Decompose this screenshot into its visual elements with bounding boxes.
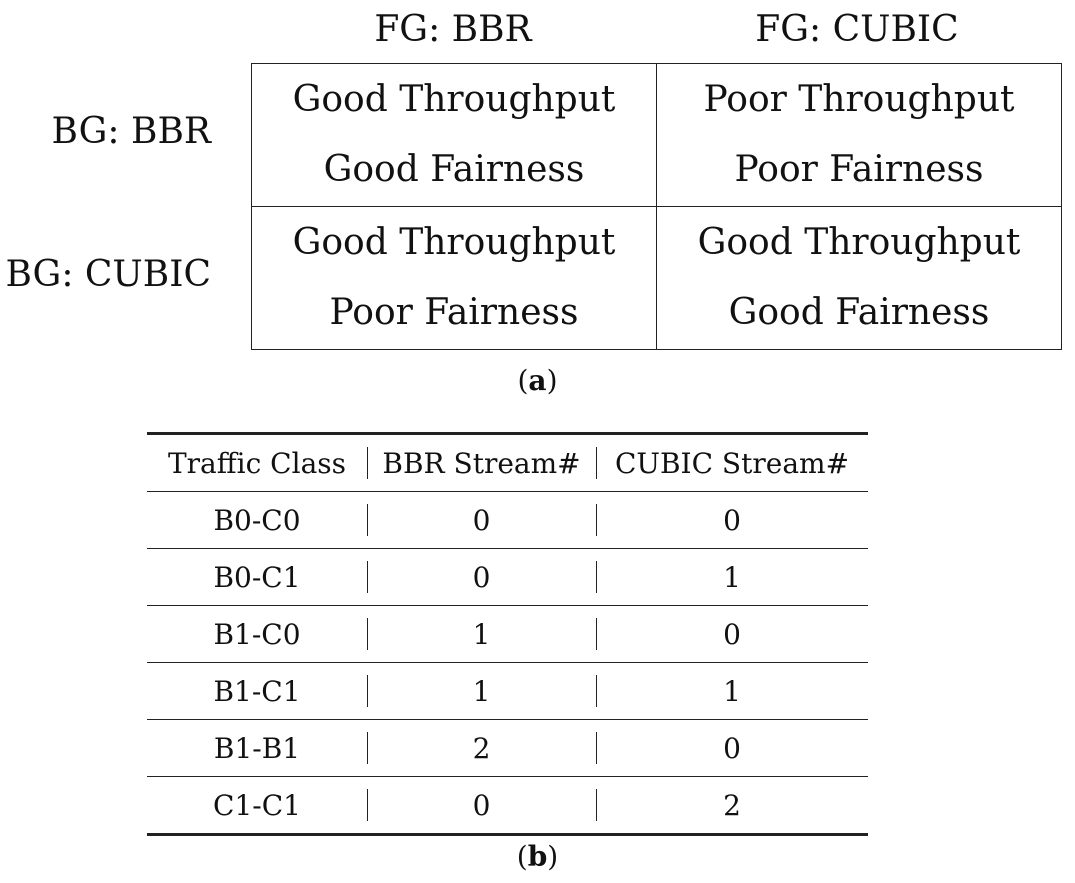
bbr-stream-count: 0	[367, 492, 596, 549]
throughput-label: Poor Throughput	[703, 79, 1015, 120]
traffic-class-cell: B1-B1	[213, 731, 301, 765]
grid-cell	[252, 64, 657, 207]
fairness-label: Poor Fairness	[734, 149, 984, 190]
cubic-stream-count: 0	[596, 606, 868, 663]
row-header-bg-bbr: BG: BBR	[51, 111, 211, 152]
column-header-fg-bbr: FG: BBR	[374, 9, 532, 50]
traffic-class-cell: B0-C1	[213, 560, 301, 594]
traffic-class-cell: B0-C0	[213, 503, 301, 537]
caption-letter: a	[528, 364, 547, 397]
traffic-class-cell: C1-C1	[213, 788, 301, 822]
bbr-stream-count: 1	[367, 606, 596, 663]
fairness-label: Good Fairness	[728, 292, 990, 333]
fairness-label: Good Fairness	[323, 149, 585, 190]
throughput-label: Good Throughput	[292, 222, 616, 263]
caption-b: (b)	[516, 840, 559, 873]
cubic-stream-count: 0	[596, 492, 868, 549]
grid-cell	[657, 64, 1062, 207]
table-row	[147, 663, 868, 720]
table-row	[147, 720, 868, 777]
caption-a: (a)	[517, 364, 558, 397]
traffic-class-cell: B1-C0	[213, 617, 301, 651]
bbr-stream-count: 0	[367, 777, 596, 835]
table-row	[147, 777, 868, 835]
throughput-label: Good Throughput	[697, 222, 1021, 263]
outcome-grid	[251, 63, 1062, 350]
bbr-stream-count: 0	[367, 549, 596, 606]
column-header-fg-cubic: FG: CUBIC	[755, 9, 959, 50]
header-cubic-streams: CUBIC Stream#	[596, 434, 868, 492]
row-header-bg-cubic: BG: CUBIC	[5, 254, 211, 295]
grid-cell	[657, 207, 1062, 350]
throughput-label: Good Throughput	[292, 79, 616, 120]
cubic-stream-count: 1	[596, 549, 868, 606]
fairness-label: Poor Fairness	[329, 292, 579, 333]
bbr-stream-count: 2	[367, 720, 596, 777]
bbr-stream-count: 1	[367, 663, 596, 720]
header-traffic-class: Traffic Class	[168, 446, 346, 480]
caption-letter: b	[527, 840, 548, 873]
grid-row-bg-bbr	[252, 64, 1062, 207]
table-row	[147, 492, 868, 549]
traffic-class-cell: B1-C1	[213, 674, 301, 708]
header-bbr-streams: BBR Stream#	[367, 434, 596, 492]
cubic-stream-count: 0	[596, 720, 868, 777]
table-header-row	[147, 434, 868, 492]
grid-row-bg-cubic	[252, 207, 1062, 350]
traffic-class-table	[147, 432, 868, 836]
cubic-stream-count: 2	[596, 777, 868, 835]
fairness-matrix-figure	[0, 0, 1075, 405]
cubic-stream-count: 1	[596, 663, 868, 720]
table-row	[147, 606, 868, 663]
table-row	[147, 549, 868, 606]
grid-cell	[252, 207, 657, 350]
